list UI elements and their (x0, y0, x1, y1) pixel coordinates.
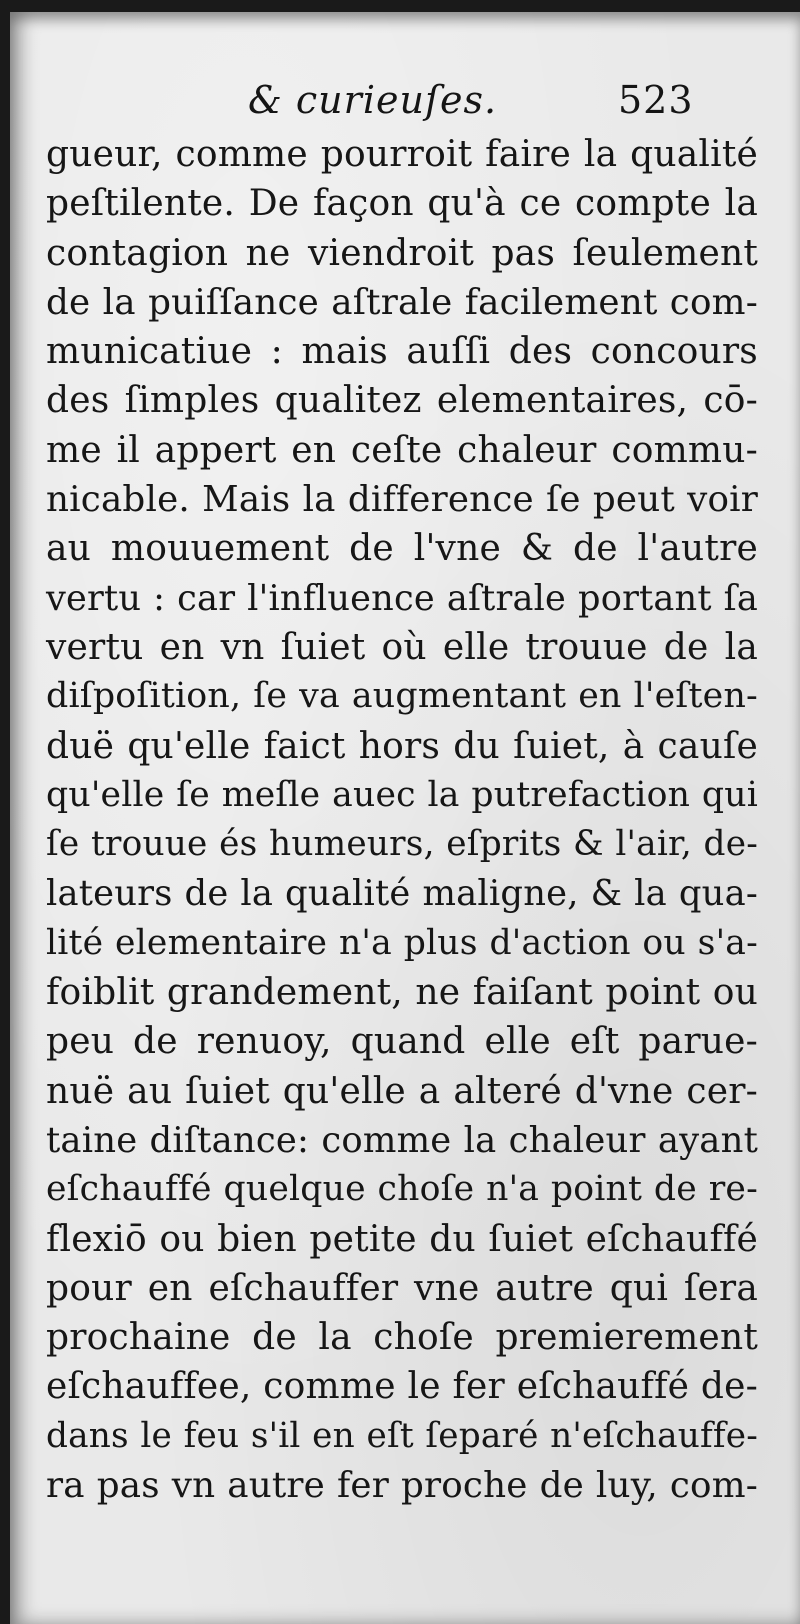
text-line: dans le feu s'il en eſt ſeparé n'eſchauffe- (46, 1415, 758, 1456)
text-line: de la puiſſance aſtrale facilement com- (46, 281, 758, 323)
text-line: eſchauffé quelque choſe n'a point de re- (46, 1169, 758, 1210)
text-line: me il appert en ceſte chaleur commu- (46, 429, 758, 471)
page-header (10, 72, 800, 132)
text-line: ra pas vn autre fer proche de luy, com- (46, 1465, 758, 1507)
text-line: pour en eſchauffer vne autre qui ſera (46, 1267, 758, 1309)
text-line: foiblit grandement, ne faiſant point ou (46, 972, 758, 1014)
text-line: flexiō ou bien petite du ſuiet eſchauffé (46, 1218, 758, 1260)
text-line: peſtilente. De façon qu'à ce compte la (46, 183, 758, 225)
text-line: des ſimples qualitez elementaires, cō- (46, 380, 758, 422)
text-line: nuë au ſuiet qu'elle a alteré d'vne cer- (46, 1070, 758, 1112)
text-line: qu'elle ſe meſle auec la putrefaction qui (46, 774, 758, 815)
text-line: lateurs de la qualité maligne, & la qua- (46, 873, 758, 915)
text-line: vertu en vn ſuiet où elle trouue de la (46, 626, 758, 668)
text-line: gueur, comme pourroit faire la qualité (46, 134, 758, 175)
text-line: nicable. Mais la difference ſe peut voir (46, 479, 758, 521)
text-line: prochaine de la choſe premierement (46, 1317, 758, 1359)
text-line: peu de renuoy, quand elle eſt parue- (46, 1021, 758, 1063)
body-text (46, 130, 758, 1510)
running-title: & curieuſes. (248, 78, 498, 122)
page-number: 523 (618, 78, 694, 122)
text-line: au mouuement de l'vne & de l'autre (46, 528, 758, 570)
text-line: taine diſtance: comme la chaleur ayant (46, 1119, 758, 1161)
page-scan (10, 12, 800, 1624)
text-line: contagion ne viendroit pas ſeulement (46, 232, 758, 274)
text-line: duë qu'elle faict hors du ſuiet, à cauſe (46, 725, 758, 767)
text-line: eſchauffee, comme le fer eſchauffé de- (46, 1366, 758, 1408)
text-line: vertu : car l'influence aſtrale portant ſa (46, 577, 758, 619)
text-line: lité elementaire n'a plus d'action ou s'a- (46, 922, 758, 963)
text-line: ſe trouue és humeurs, eſprits & l'air, de- (46, 824, 758, 865)
text-line: municatiue : mais auſſi des concours (46, 331, 758, 373)
text-line: diſpoſition, ſe va augmentant en l'eſten- (46, 676, 758, 717)
